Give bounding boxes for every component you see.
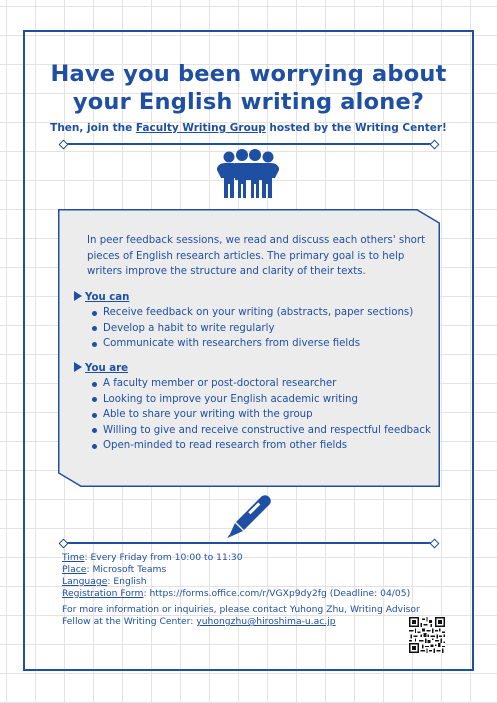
pen-icon <box>224 492 272 540</box>
subtitle-prefix: Then, join the <box>50 122 136 134</box>
you-are-list <box>90 376 435 454</box>
top-divider <box>60 140 438 148</box>
time-row: Time: Every Friday from 10:00 to 11:30 <box>62 552 243 563</box>
list-item: Looking to improve your English academic writing <box>90 392 435 408</box>
list-item: Able to share your writing with the group <box>90 407 435 423</box>
title-line-2: your English writing alone? <box>72 89 425 115</box>
list-item: Receive feedback on your writing (abstracts, paper sections) <box>90 305 435 321</box>
subtitle <box>0 122 497 134</box>
page-title <box>0 60 497 116</box>
bottom-divider <box>60 539 438 547</box>
list-item: A faculty member or post-doctoral researcher <box>90 376 435 392</box>
triangle-bullet-icon <box>74 362 82 372</box>
contact-info <box>62 604 422 628</box>
intro-paragraph: In peer feedback sessions, we read and discuss each others' short pieces of English research articles. The primary goal is to help writers improve the structure and clarity of their texts. <box>87 235 426 277</box>
contact-text: For more information or inquiries, please contact Yuhong Zhu, Writing Advisor Fellow at the Writing Center: <box>62 604 420 627</box>
title-line-1: Have you been worrying about <box>50 61 447 87</box>
contact-email-link[interactable]: yuhongzhu@hiroshima-u.ac.jp <box>196 616 336 627</box>
list-item: Open-minded to read research from other fields <box>90 438 435 454</box>
place-row: Place: Microsoft Teams <box>62 564 167 575</box>
qr-code-icon[interactable] <box>409 617 445 653</box>
list-item: Willing to give and receive constructive and respectful feedback <box>90 423 435 439</box>
triangle-bullet-icon <box>74 291 82 301</box>
you-can-list <box>90 305 435 352</box>
subtitle-suffix: hosted by the Writing Center! <box>265 122 447 134</box>
list-item: Communicate with researchers from diverse fields <box>90 336 435 352</box>
language-row: Language: English <box>62 576 147 587</box>
faculty-writing-group-link[interactable]: Faculty Writing Group <box>135 122 266 134</box>
you-can-heading: You can <box>74 291 129 303</box>
event-details <box>62 552 410 600</box>
list-item: Develop a habit to write regularly <box>90 321 435 337</box>
registration-row[interactable]: Registration Form: https://forms.office.com/r/VGXp9dy2fg (Deadline: 04/05) <box>62 588 411 599</box>
group-of-people-icon <box>215 148 281 200</box>
you-are-heading: You are <box>74 362 128 374</box>
